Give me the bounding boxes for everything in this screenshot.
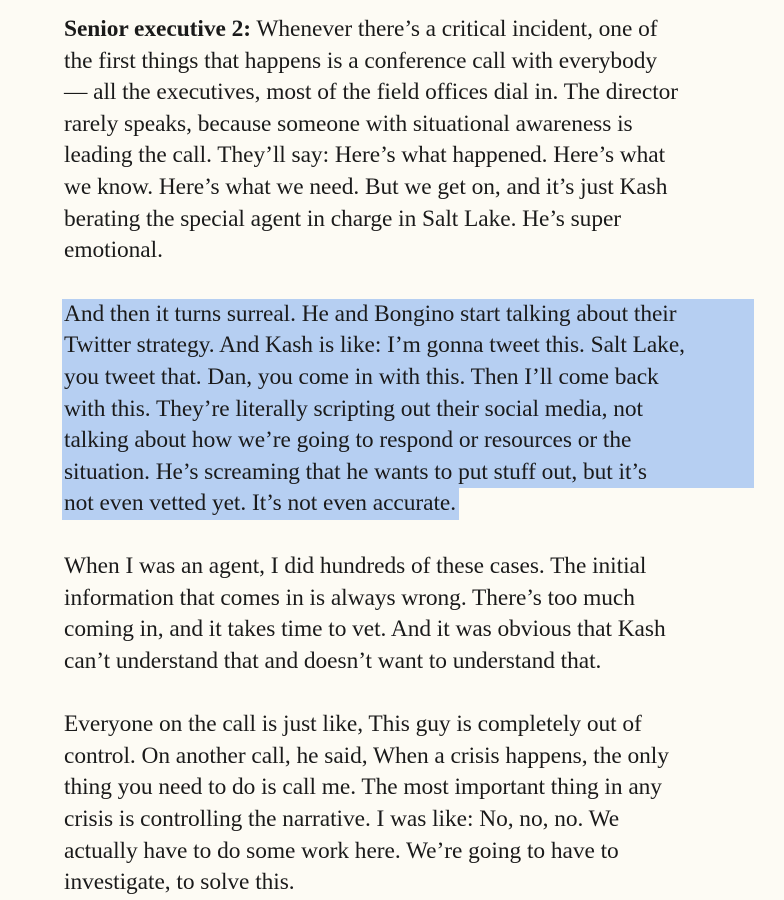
paragraph-line: coming in, and it takes time to vet. And it was obvious that Kash [64, 616, 666, 643]
highlighted-line[interactable]: And then it turns surreal. He and Bongino start talking about their [62, 299, 754, 331]
paragraph-line: — all the executives, most of the field offices dial in. The director [64, 79, 679, 106]
paragraph-4 [64, 709, 754, 899]
paragraph-line: actually have to do some work here. We’re going to have to [64, 837, 619, 864]
paragraph-line: information that comes in is always wrong. There’s too much [64, 584, 635, 611]
paragraph-line: can’t understand that and doesn’t want to understand that. [64, 647, 602, 674]
highlighted-line[interactable]: not even vetted yet. It’s not even accurate. [62, 488, 459, 520]
paragraph-line: control. On another call, he said, When a crisis happens, the only [64, 742, 669, 769]
highlighted-line[interactable]: situation. He’s screaming that he wants to put stuff out, but it’s [62, 457, 754, 489]
paragraph-line: we know. Here’s what we need. But we get on, and it’s just Kash [64, 173, 668, 200]
highlighted-paragraph[interactable] [62, 299, 754, 520]
paragraph-line: investigate, to solve this. [64, 869, 295, 896]
paragraph-line: crisis is controlling the narrative. I was like: No, no, no. We [64, 806, 620, 833]
paragraph-line: rarely speaks, because someone with situational awareness is [64, 110, 633, 137]
highlighted-line[interactable]: you tweet that. Dan, you come in with this. Then I’ll come back [62, 362, 754, 394]
highlighted-line[interactable]: with this. They’re literally scripting out their social media, not [62, 394, 754, 426]
paragraph-line: When I was an agent, I did hundreds of these cases. The initial [64, 552, 647, 579]
speaker-label: Senior executive 2: [64, 16, 251, 42]
paragraph-1 [64, 14, 754, 267]
paragraph-line: Everyone on the call is just like, This guy is completely out of [64, 711, 642, 738]
paragraph-line: emotional. [64, 237, 163, 264]
paragraph-line: the first things that happens is a conference call with everybody [64, 47, 658, 74]
paragraph-line: berating the special agent in charge in Salt Lake. He’s super [64, 205, 622, 232]
paragraph-line: leading the call. They’ll say: Here’s what happened. Here’s what [64, 142, 666, 169]
paragraph-line: thing you need to do is call me. The most important thing in any [64, 774, 662, 801]
paragraph-line [64, 14, 754, 46]
paragraph-3 [64, 551, 754, 677]
highlighted-line[interactable]: talking about how we’re going to respond or resources or the [62, 425, 754, 457]
paragraph-text: Whenever there’s a critical incident, one of [251, 16, 658, 42]
highlighted-line[interactable]: Twitter strategy. And Kash is like: I’m gonna tweet this. Salt Lake, [62, 330, 754, 362]
